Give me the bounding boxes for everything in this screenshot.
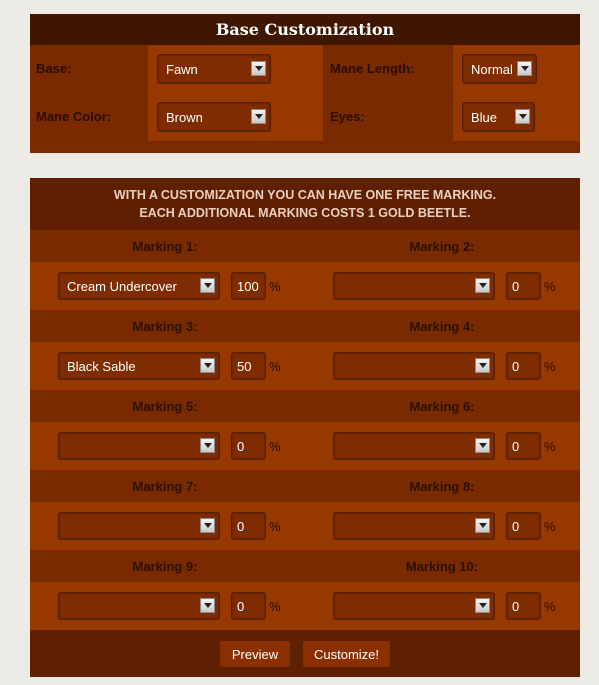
marking-2-label: Marking 2: [409, 239, 475, 254]
percent-sign: % [544, 599, 556, 614]
chevron-down-icon[interactable] [200, 518, 215, 533]
chevron-down-icon[interactable] [200, 358, 215, 373]
base-select-value: Fawn [166, 61, 198, 77]
marking-5-percent-input[interactable]: 0 [231, 432, 266, 460]
base-customization-title: Base Customization [30, 14, 580, 45]
marking-7-label: Marking 7: [132, 479, 198, 494]
percent-sign: % [544, 439, 556, 454]
chevron-down-icon[interactable] [475, 358, 490, 373]
marking-3-select[interactable] [58, 352, 220, 380]
base-select-cell [148, 45, 323, 93]
marking-9-percent-input[interactable]: 0 [231, 592, 266, 620]
marking-6-select[interactable] [333, 432, 495, 460]
mane-length-select-value: Normal [471, 61, 513, 77]
chevron-down-icon[interactable] [475, 438, 490, 453]
marking-7-percent-input[interactable]: 0 [231, 512, 266, 540]
marking-6-label: Marking 6: [409, 399, 475, 414]
marking-1-select-value: Cream Undercover [67, 278, 177, 294]
percent-sign: % [544, 359, 556, 374]
percent-sign: % [544, 519, 556, 534]
marking-info [30, 178, 580, 230]
percent-sign: % [269, 519, 281, 534]
marking-4-label: Marking 4: [409, 319, 475, 334]
marking-1-label: Marking 1: [132, 239, 198, 254]
eyes-label-cell [323, 93, 453, 141]
marking-1-select[interactable] [58, 272, 220, 300]
marking-4-select[interactable] [333, 352, 495, 380]
chevron-down-icon[interactable] [475, 598, 490, 613]
chevron-down-icon[interactable] [515, 109, 530, 124]
mane-color-select-value: Brown [166, 109, 203, 125]
mane-color-select-cell [148, 93, 323, 141]
base-label: Base: [36, 61, 72, 76]
base-label-cell [30, 45, 148, 93]
markings-panel [30, 178, 580, 677]
eyes-select[interactable] [462, 102, 535, 132]
chevron-down-icon[interactable] [251, 109, 266, 124]
marking-10-label: Marking 10: [405, 559, 479, 574]
marking-1-percent-input[interactable]: 100 [231, 272, 266, 300]
marking-2-percent-input[interactable]: 0 [506, 272, 541, 300]
base-customization-panel [30, 14, 580, 153]
percent-sign: % [269, 279, 281, 294]
percent-sign: % [269, 359, 281, 374]
marking-5-select[interactable] [58, 432, 220, 460]
customize-button[interactable]: Customize! [302, 640, 391, 668]
eyes-select-cell [453, 93, 580, 141]
marking-3-label: Marking 3: [132, 319, 198, 334]
chevron-down-icon[interactable] [251, 61, 266, 76]
eyes-select-value: Blue [471, 109, 498, 125]
chevron-down-icon[interactable] [200, 278, 215, 293]
marking-5-label: Marking 5: [132, 399, 198, 414]
chevron-down-icon[interactable] [517, 61, 532, 76]
mane-length-label: Mane Length: [330, 61, 415, 76]
mane-color-label-cell [30, 93, 148, 141]
marking-3-select-value: Black Sable [67, 358, 136, 374]
percent-sign: % [544, 279, 556, 294]
chevron-down-icon[interactable] [200, 598, 215, 613]
chevron-down-icon[interactable] [475, 278, 490, 293]
marking-4-percent-input[interactable]: 0 [506, 352, 541, 380]
marking-8-percent-input[interactable]: 0 [506, 512, 541, 540]
mane-length-select-cell [453, 45, 580, 93]
chevron-down-icon[interactable] [200, 438, 215, 453]
eyes-label: Eyes: [330, 109, 365, 124]
marking-2-select[interactable] [333, 272, 495, 300]
marking-8-select[interactable] [333, 512, 495, 540]
marking-info-line-2: EACH ADDITIONAL MARKING COSTS 1 GOLD BEETLE. [139, 206, 471, 220]
marking-info-line-1: WITH A CUSTOMIZATION YOU CAN HAVE ONE FREE MARKING. [113, 188, 497, 202]
marking-8-label: Marking 8: [409, 479, 475, 494]
chevron-down-icon[interactable] [475, 518, 490, 533]
marking-3-percent-input[interactable]: 50 [231, 352, 266, 380]
percent-sign: % [269, 599, 281, 614]
mane-color-select[interactable] [157, 102, 271, 132]
marking-9-label: Marking 9: [132, 559, 198, 574]
marking-6-percent-input[interactable]: 0 [506, 432, 541, 460]
marking-9-select[interactable] [58, 592, 220, 620]
percent-sign: % [269, 439, 281, 454]
mane-length-label-cell [323, 45, 453, 93]
marking-10-select[interactable] [333, 592, 495, 620]
preview-button[interactable]: Preview [219, 640, 291, 668]
mane-color-label: Mane Color: [36, 109, 112, 124]
mane-length-select[interactable] [462, 54, 537, 84]
marking-7-select[interactable] [58, 512, 220, 540]
marking-10-percent-input[interactable]: 0 [506, 592, 541, 620]
base-select[interactable] [157, 54, 271, 84]
